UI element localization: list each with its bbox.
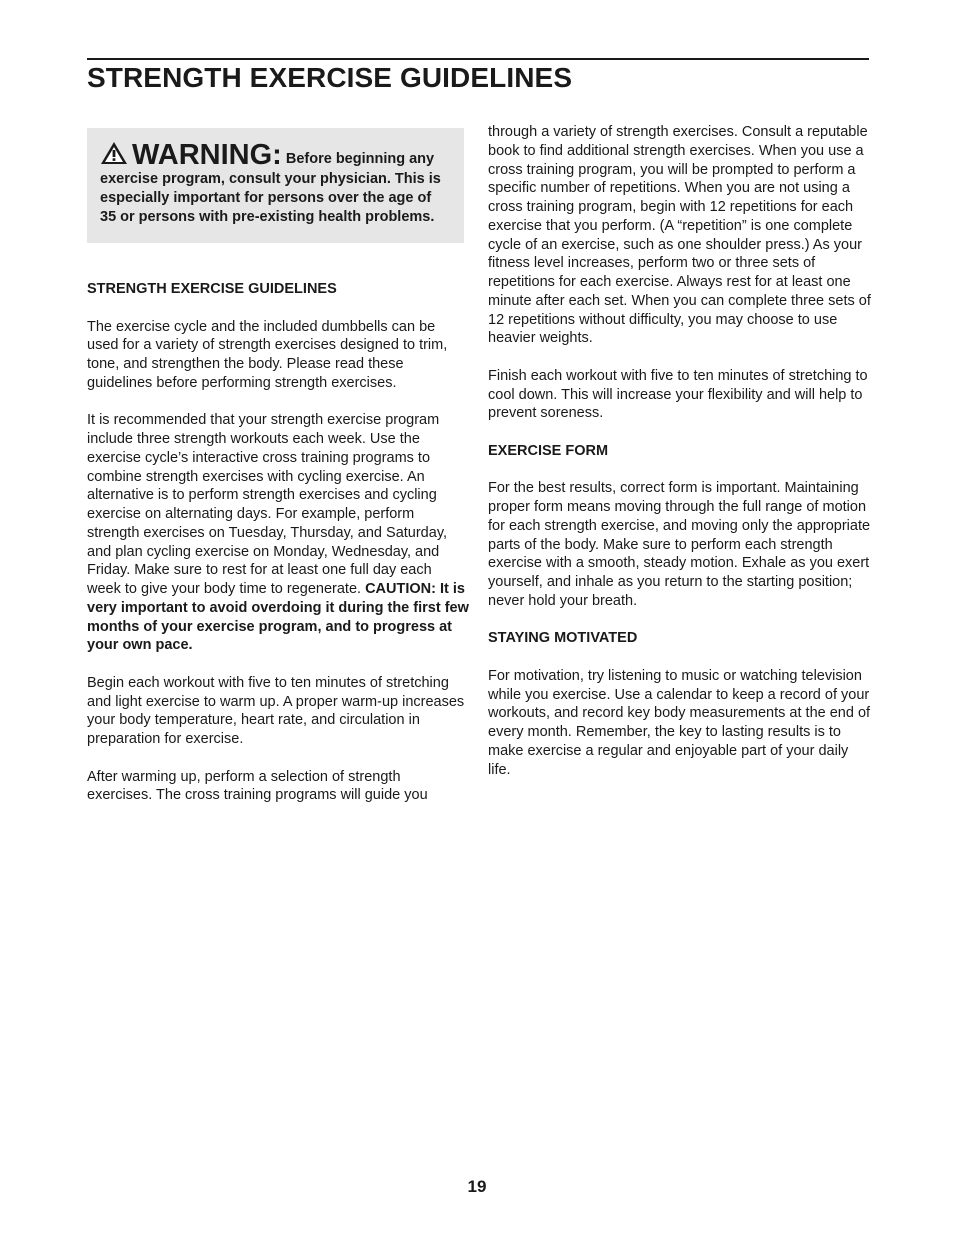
page-number: 19 (467, 1177, 487, 1196)
recommendation-text: It is recommended that your strength exercise program include three strength workouts each week. Use the exercise cycle’s interactive cross training programs to combine strength exercises with cycling exercise. An alternative is to perform strength exercises and cycling exercise on alternating days. For example, perform strength exercises on Tuesday, Thursday, and Saturday, and plan cycling exercise on Monday, Wednesday, and Friday. Make sure to rest for at least one full day each week to give your body time to regenerate. (87, 412, 448, 597)
paragraph-after-warm-up: After warming up, perform a selection of strength exercises. The cross training programs will guide you (87, 768, 428, 804)
paragraph-exercise-form: For the best results, correct form is important. Maintaining proper form means moving through the full range of motion for each strength exercise, and moving only the appropriate parts of the body. Make sure to perform each strength exercise with a smooth, steady motion. Exhale as you exert yourself, and inhale as you return to the starting position; never hold your breath. (488, 480, 871, 609)
paragraph-motivation: For motivation, try listening to music or watching television while you exercise. Use a calendar to keep a record of your workouts, and record key body measurements at the end of every month. Remember, the key to lasting results is to make exercise a regular and enjoyable part of your daily life. (488, 667, 871, 778)
page-title: STRENGTH EXERCISE GUIDELINES (87, 62, 573, 93)
caution-text: CAUTION: It is very important to avoid overdoing it during the first few months of your exercise program, and to progress at your own pace. (87, 581, 469, 654)
paragraph-cool-down: Finish each workout with five to ten minutes of stretching to cool down. This will increase your flexibility and will help to prevent soreness. (488, 367, 868, 422)
warning-text: Before beginning any exercise program, consult your physician. This is especially important for persons over the age of 35 or persons with pre-existing health problems. (100, 151, 441, 225)
paragraph-warm-up: Begin each workout with five to ten minutes of stretching and light exercise to warm up. A proper warm-up increases your body temperature, heart rate, and circulation in preparation for exercise. (87, 674, 465, 747)
warning-box (87, 128, 464, 243)
paragraph-recommendation (87, 411, 469, 655)
paragraph-repetitions: through a variety of strength exercises. Consult a reputable book to find additional strength exercises. When you use a cross training program, you will be prompted to perform a specific number of repetitions. When you are not using a cross training program, begin with 12 repetitions for each exercise that you perform. (A “repetition” is one complete cycle of an exercise, such as one shoulder press.) As your fitness level increases, perform two or three sets of repetitions for each exercise. Always rest for at least one minute after each set. When you can complete three sets of 12 repetitions without difficulty, you may choose to use heavier weights. (488, 124, 871, 347)
section-heading-staying-motivated: STAYING MOTIVATED (488, 630, 638, 647)
right-column (488, 123, 872, 779)
section-heading-strength: STRENGTH EXERCISE GUIDELINES (87, 281, 337, 297)
left-column (87, 121, 469, 805)
warning-label: WARNING: (132, 139, 282, 171)
paragraph-intro: The exercise cycle and the included dumbbells can be used for a variety of strength exercises designed to trim, tone, and strengthen the body. Please read these guidelines before performing strength exercises. (87, 318, 448, 391)
top-rule (87, 58, 869, 60)
warning-triangle-icon (100, 141, 128, 165)
section-heading-exercise-form: EXERCISE FORM (488, 442, 609, 459)
